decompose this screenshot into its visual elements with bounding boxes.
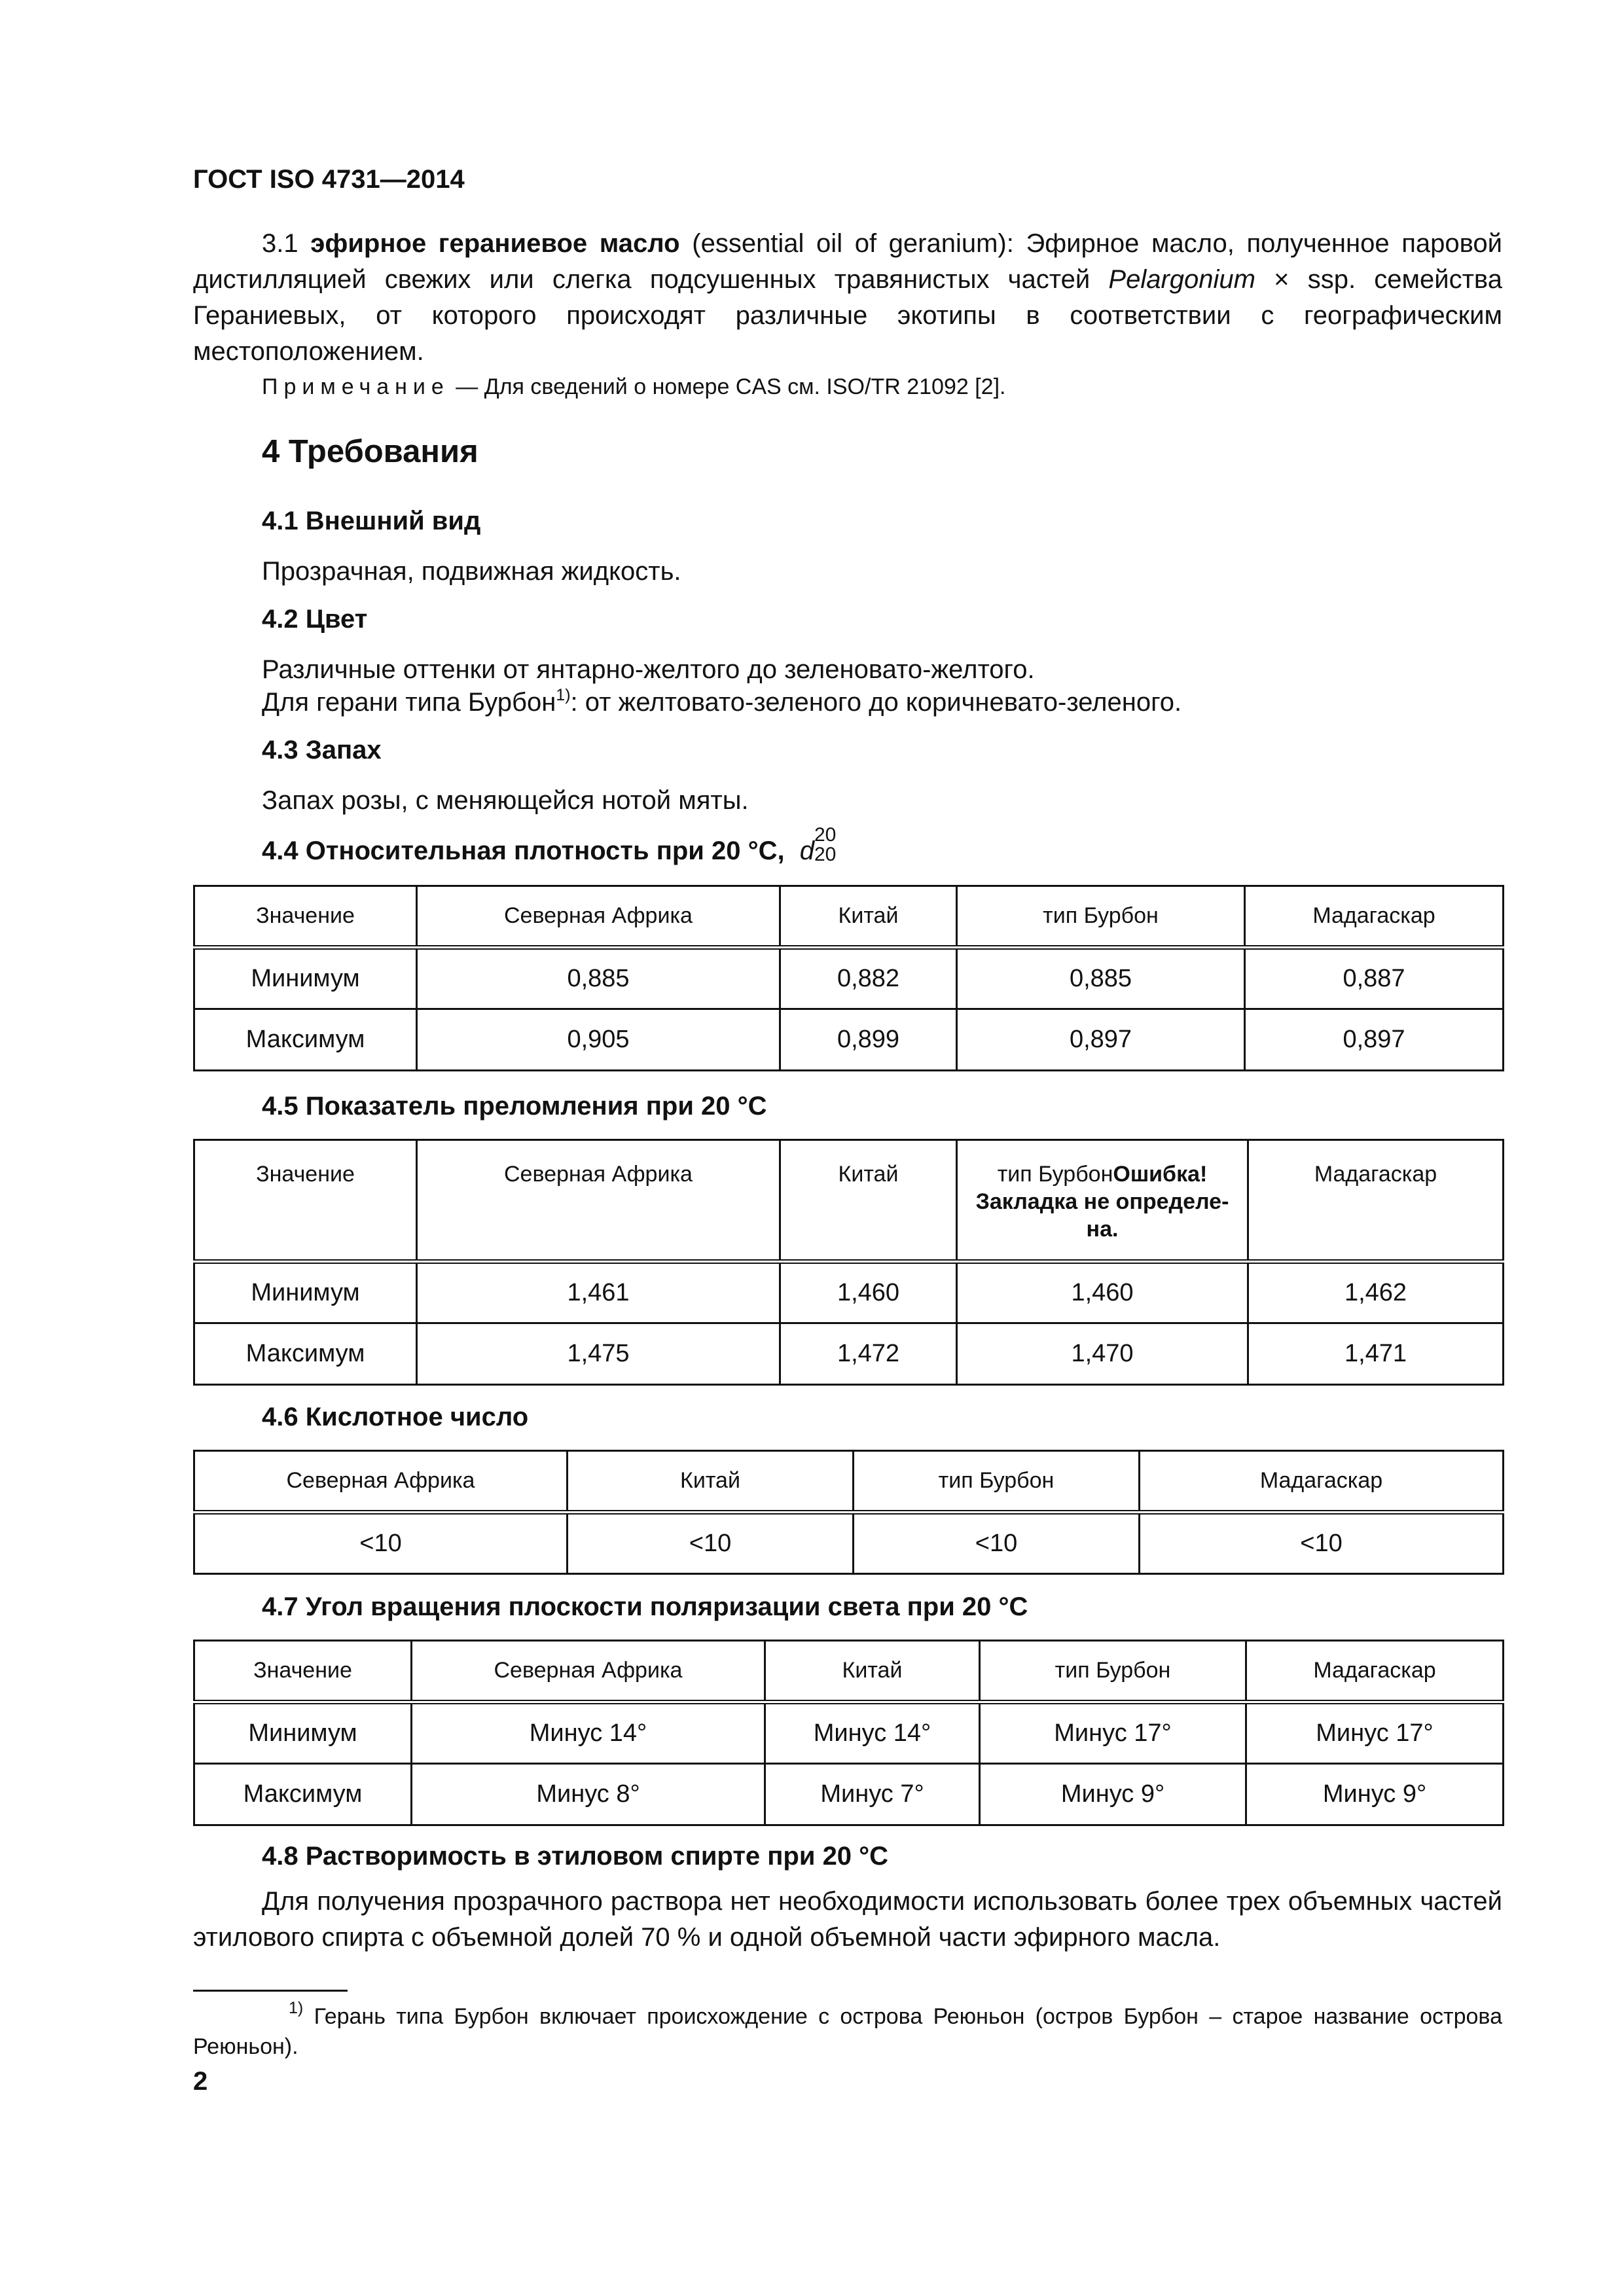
table-row xyxy=(194,1262,1504,1323)
note-text: — Для сведений о номере CAS см. ISO/TR 21092 [2]. xyxy=(456,374,1006,399)
table-header: тип Бурбон xyxy=(980,1641,1246,1702)
table-cell: Минимум xyxy=(194,948,417,1009)
table-row xyxy=(194,1009,1504,1071)
note xyxy=(262,374,1005,400)
table-cell: Минус 14° xyxy=(765,1702,980,1764)
table-cell: <10 xyxy=(1140,1513,1504,1574)
table-cell: 1,460 xyxy=(780,1262,957,1323)
table-header: Мадагаскар xyxy=(1245,886,1504,948)
table-cell: 0,899 xyxy=(780,1009,957,1071)
section-4-2-title: 4.2 Цвет xyxy=(262,605,368,634)
table-cell: Максимум xyxy=(194,1764,412,1825)
section-4-8-body: Для получения прозрачного раствора нет необходимости использовать более трех объемных частей этилового спирта с объемной долей 70 % и одной объемной части эфирного масла. xyxy=(193,1887,1502,1952)
definition-text-rest: × ssp. семейства Гераниевых, от которого происходят различные экотипы в соответствии с географическим местоположением. xyxy=(193,265,1502,366)
footnote-text: Герань типа Бурбон включает происхождение с острова Реюньон (остров Бурбон – старое название острова Реюньон). xyxy=(193,2004,1502,2059)
footnote-rule xyxy=(193,1990,348,1992)
table-row xyxy=(194,1323,1504,1385)
table-cell: 1,475 xyxy=(417,1323,780,1385)
definition-number: 3.1 xyxy=(262,229,298,258)
line2-end: : от желтовато-зеленого до коричневато-зеленого. xyxy=(570,688,1182,717)
table-row xyxy=(194,1702,1504,1764)
table-cell: Минимум xyxy=(194,1702,412,1764)
table-cell: Минус 14° xyxy=(412,1702,765,1764)
document-header: ГОСТ ISO 4731—2014 xyxy=(193,165,465,194)
section-4-1-title: 4.1 Внешний вид xyxy=(262,507,481,535)
table-cell: 0,887 xyxy=(1245,948,1504,1009)
section-4-4-title-text: 4.4 Относительная плотность при 20 °C, xyxy=(262,836,785,865)
table-cell: 0,885 xyxy=(957,948,1245,1009)
density-table xyxy=(193,885,1504,1071)
density-symbol: d xyxy=(799,836,814,865)
table-cell: 1,470 xyxy=(957,1323,1248,1385)
table-cell: 1,471 xyxy=(1248,1323,1504,1385)
table-cell: <10 xyxy=(568,1513,854,1574)
table-row xyxy=(194,1513,1504,1574)
definition-text: (essential oil of geranium): Эфирное масло, полученное паровой дистилляцией свежих или слегка подсушенных травянистых частей xyxy=(193,229,1502,294)
line2-start: Для герани типа Бурбон xyxy=(262,688,556,717)
section-4-8-text xyxy=(193,1884,1502,1956)
table-cell: Максимум xyxy=(194,1009,417,1071)
section-4-title: 4 Требования xyxy=(262,434,478,469)
table-header: Мадагаскар xyxy=(1140,1451,1504,1513)
table-cell: 1,461 xyxy=(417,1262,780,1323)
table-cell: 0,905 xyxy=(417,1009,780,1071)
section-4-8-title: 4.8 Растворимость в этиловом спирте при 20 °C xyxy=(262,1842,889,1871)
definition-italic: Pelargonium xyxy=(1108,265,1255,294)
table-cell: 0,882 xyxy=(780,948,957,1009)
section-4-6-title: 4.6 Кислотное число xyxy=(262,1403,529,1431)
table-header: Северная Африка xyxy=(417,1140,780,1262)
table-header-bourbon xyxy=(957,1140,1248,1262)
table-cell: Минимум xyxy=(194,1262,417,1323)
footnote xyxy=(193,2001,1502,2062)
footnote-ref: 1) xyxy=(556,686,571,704)
table-header: Мадагаскар xyxy=(1248,1140,1504,1262)
section-4-3-text: Запах розы, с меняющейся нотой мяты. xyxy=(262,786,749,815)
section-4-2-line1: Различные оттенки от янтарно-желтого до зеленовато-желтого. xyxy=(262,655,1035,684)
refractive-index-table xyxy=(193,1139,1504,1386)
section-4-7-title: 4.7 Угол вращения плоскости поляризации света при 20 °C xyxy=(262,1592,1028,1621)
table-cell: 0,897 xyxy=(957,1009,1245,1071)
section-4-2-line2 xyxy=(262,685,1182,721)
table-header: тип Бурбон xyxy=(957,886,1245,948)
footnote-marker: 1) xyxy=(289,1999,304,2017)
density-sup: 20 xyxy=(814,824,837,846)
definition-3-1 xyxy=(193,226,1502,370)
bookmark-error-line3: на. xyxy=(1086,1217,1119,1242)
density-indices xyxy=(814,824,840,865)
table-row xyxy=(194,948,1504,1009)
section-4-4-title xyxy=(262,824,840,866)
table-cell: <10 xyxy=(194,1513,568,1574)
table-header: тип Бурбон xyxy=(854,1451,1140,1513)
section-4-5-title: 4.5 Показатель преломления при 20 °C xyxy=(262,1092,767,1121)
acid-number-table xyxy=(193,1450,1504,1575)
table-cell: Минус 9° xyxy=(1246,1764,1504,1825)
section-4-1-text: Прозрачная, подвижная жидкость. xyxy=(262,557,681,586)
note-label: Примечание xyxy=(262,374,450,399)
table-header: Северная Африка xyxy=(417,886,780,948)
table-header: Значение xyxy=(194,886,417,948)
table-header: Северная Африка xyxy=(194,1451,568,1513)
table-cell: <10 xyxy=(854,1513,1140,1574)
table-header: Значение xyxy=(194,1140,417,1262)
optical-rotation-table xyxy=(193,1640,1504,1826)
bookmark-error: Ошибка! xyxy=(1113,1162,1208,1187)
table-cell: Минус 9° xyxy=(980,1764,1246,1825)
definition-term: эфирное гераниевое масло xyxy=(310,229,680,258)
table-cell: 1,460 xyxy=(957,1262,1248,1323)
table-cell: Максимум xyxy=(194,1323,417,1385)
table-header: Мадагаскар xyxy=(1246,1641,1504,1702)
table-header: Китай xyxy=(568,1451,854,1513)
table-cell: Минус 17° xyxy=(1246,1702,1504,1764)
table-cell: 1,462 xyxy=(1248,1262,1504,1323)
table-row xyxy=(194,1764,1504,1825)
table-cell: 0,885 xyxy=(417,948,780,1009)
table-cell: 0,897 xyxy=(1245,1009,1504,1071)
table-header: Китай xyxy=(765,1641,980,1702)
table-cell: 1,472 xyxy=(780,1323,957,1385)
bookmark-error-line2: Закладка не определе- xyxy=(975,1189,1229,1214)
table-cell: Минус 17° xyxy=(980,1702,1246,1764)
page-number: 2 xyxy=(193,2067,208,2096)
header-text: тип Бурбон xyxy=(997,1162,1113,1187)
section-4-3-title: 4.3 Запах xyxy=(262,736,382,764)
table-header: Китай xyxy=(780,886,957,948)
table-header: Китай xyxy=(780,1140,957,1262)
table-cell: Минус 7° xyxy=(765,1764,980,1825)
density-sub: 20 xyxy=(814,844,837,865)
table-header: Значение xyxy=(194,1641,412,1702)
table-cell: Минус 8° xyxy=(412,1764,765,1825)
table-header: Северная Африка xyxy=(412,1641,765,1702)
